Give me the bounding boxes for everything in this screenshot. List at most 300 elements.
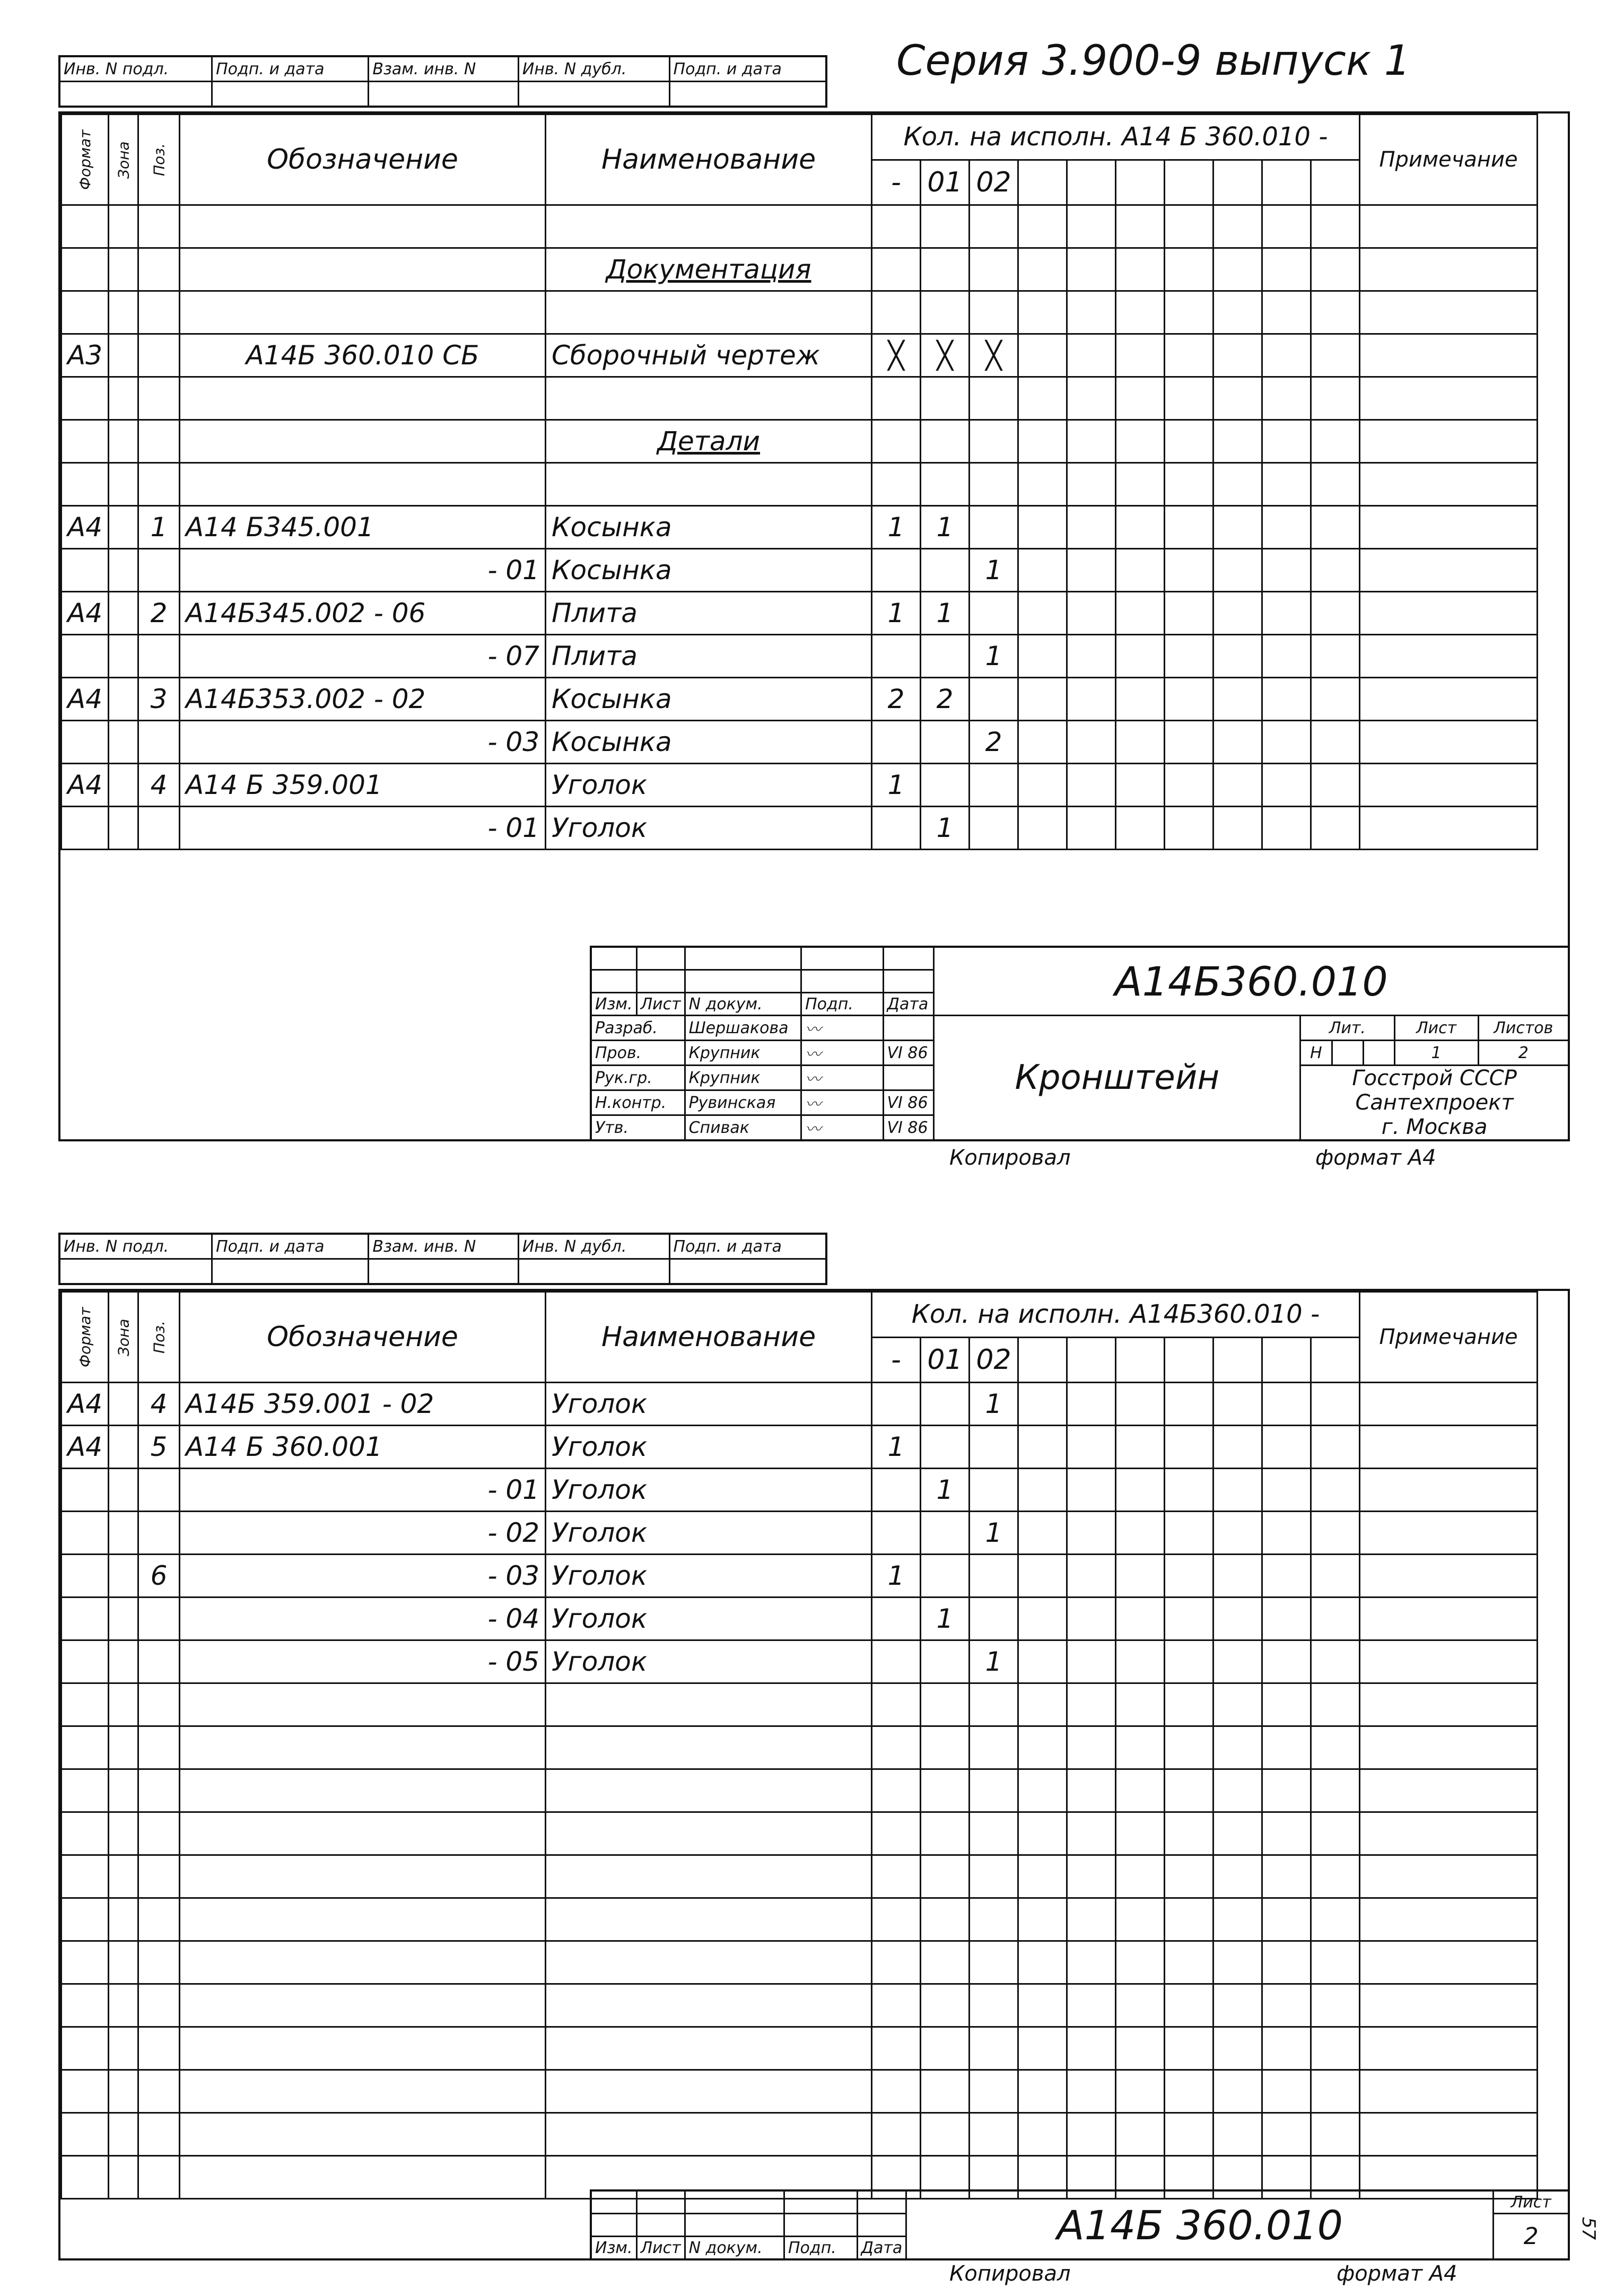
grid-cell xyxy=(546,1898,872,1941)
grid-cell xyxy=(180,1726,546,1769)
table-row xyxy=(62,1898,1538,1941)
grid-cell xyxy=(1165,635,1213,678)
row-qty-base: 1 xyxy=(872,506,921,549)
row-pos xyxy=(138,721,180,764)
grid-cell xyxy=(1360,2027,1538,2070)
grid-cell xyxy=(138,1941,180,1984)
grid-cell xyxy=(970,1898,1018,1941)
grid-cell xyxy=(1067,764,1116,807)
row-name: Уголок xyxy=(546,1598,872,1640)
grid-cell xyxy=(1262,807,1311,850)
grid-cell xyxy=(1360,248,1538,291)
grid-cell xyxy=(1165,1383,1213,1426)
grid-cell xyxy=(1262,2113,1311,2156)
grid-cell xyxy=(872,248,921,291)
grid-cell xyxy=(1165,2070,1213,2113)
grid-cell xyxy=(109,1769,138,1812)
grid-cell xyxy=(1067,1512,1116,1555)
table-row xyxy=(62,1640,1538,1683)
grid-cell xyxy=(546,1984,872,2027)
grid-cell xyxy=(1018,2027,1067,2070)
tb-role: Пров. xyxy=(591,1041,685,1066)
grid-cell xyxy=(1067,592,1116,635)
grid-cell xyxy=(1018,1941,1067,1984)
row-format xyxy=(62,1469,109,1512)
grid-cell xyxy=(1262,1640,1311,1683)
grid-cell xyxy=(138,2070,180,2113)
grid-cell xyxy=(872,1941,921,1984)
grid-cell xyxy=(1116,1812,1165,1855)
row-name: Сборочный чертеж xyxy=(546,334,872,377)
format-caption: формат А4 xyxy=(1315,1146,1436,1170)
table-row xyxy=(62,2070,1538,2113)
grid-cell xyxy=(109,463,138,506)
grid-cell xyxy=(1067,2027,1116,2070)
row-pos: 2 xyxy=(138,592,180,635)
table-row xyxy=(62,1984,1538,2027)
grid-cell xyxy=(1311,248,1360,291)
table-row xyxy=(62,334,1538,377)
grid-cell xyxy=(546,1683,872,1726)
grid-cell xyxy=(1067,1898,1116,1941)
grid-cell xyxy=(1360,1469,1538,1512)
sheet-value: 1 xyxy=(1394,1041,1478,1066)
grid-cell xyxy=(1360,2070,1538,2113)
grid-cell xyxy=(921,1683,970,1726)
grid-cell xyxy=(1360,1984,1538,2027)
table-row xyxy=(62,1812,1538,1855)
grid-cell xyxy=(1067,334,1116,377)
grid-cell xyxy=(109,1855,138,1898)
row-qty-02 xyxy=(970,592,1018,635)
grid-cell xyxy=(1116,506,1165,549)
row-format xyxy=(62,1598,109,1640)
grid-cell xyxy=(1311,2027,1360,2070)
grid-cell xyxy=(1311,592,1360,635)
row-name: Уголок xyxy=(546,1512,872,1555)
grid-cell xyxy=(180,420,546,463)
grid-cell xyxy=(138,248,180,291)
grid-cell xyxy=(1311,1426,1360,1469)
row-zone xyxy=(109,1512,138,1555)
grid-cell xyxy=(62,420,109,463)
grid-cell xyxy=(970,420,1018,463)
grid-cell xyxy=(1262,1512,1311,1555)
grid-cell xyxy=(1165,1941,1213,1984)
grid-cell xyxy=(546,377,872,420)
col-format: Формат xyxy=(62,115,109,205)
grid-cell xyxy=(1262,678,1311,721)
row-qty-01: 1 xyxy=(921,807,970,850)
doc-number: А14Б 360.010 xyxy=(906,2190,1494,2259)
tb-header: Подп. xyxy=(801,993,883,1016)
tb-role: Н.контр. xyxy=(591,1090,685,1115)
grid-cell xyxy=(138,205,180,248)
grid-cell xyxy=(1018,549,1067,592)
grid-cell xyxy=(1213,1598,1262,1640)
table-row xyxy=(62,1598,1538,1640)
row-format xyxy=(62,1640,109,1683)
row-qty-02 xyxy=(970,678,1018,721)
grid-cell xyxy=(970,1812,1018,1855)
table-row xyxy=(62,1512,1538,1555)
tb-role: Рук.гр. xyxy=(591,1066,685,1090)
grid-cell xyxy=(109,291,138,334)
grid-cell xyxy=(1067,807,1116,850)
grid-cell xyxy=(1165,506,1213,549)
grid-cell xyxy=(1165,807,1213,850)
grid-cell xyxy=(1165,291,1213,334)
grid-cell xyxy=(1165,1469,1213,1512)
grid-cell xyxy=(1311,1812,1360,1855)
grid-cell xyxy=(1213,1683,1262,1726)
grid-cell xyxy=(1165,1855,1213,1898)
row-designation: А14Б345.002 - 06 xyxy=(180,592,546,635)
grid-cell xyxy=(1213,1812,1262,1855)
row-qty-01: 1 xyxy=(921,1598,970,1640)
row-qty-base: 2 xyxy=(872,678,921,721)
grid-cell xyxy=(109,2156,138,2199)
grid-cell xyxy=(138,1769,180,1812)
grid-cell xyxy=(1018,377,1067,420)
grid-cell xyxy=(109,2027,138,2070)
tb-header: Дата xyxy=(883,993,934,1016)
row-name: Косынка xyxy=(546,506,872,549)
grid-cell xyxy=(1067,1383,1116,1426)
table-row xyxy=(62,2113,1538,2156)
row-name: Плита xyxy=(546,635,872,678)
row-qty-01 xyxy=(921,1512,970,1555)
table-row xyxy=(62,549,1538,592)
grid-cell xyxy=(1018,764,1067,807)
archive-stamp xyxy=(58,1233,827,1285)
grid-cell xyxy=(1018,1512,1067,1555)
grid-cell xyxy=(546,2027,872,2070)
grid-cell xyxy=(1213,1726,1262,1769)
grid-cell xyxy=(1262,334,1311,377)
row-pos: 4 xyxy=(138,1383,180,1426)
col-zone: Зона xyxy=(109,1292,138,1383)
row-zone xyxy=(109,635,138,678)
grid-cell xyxy=(180,377,546,420)
stamp-label: Инв. N дубл. xyxy=(518,1234,669,1259)
format-caption: формат А4 xyxy=(1337,2262,1457,2286)
row-format: А4 xyxy=(62,764,109,807)
grid-cell xyxy=(1360,1898,1538,1941)
row-zone xyxy=(109,1426,138,1469)
table-row xyxy=(62,1683,1538,1726)
row-zone xyxy=(109,1640,138,1683)
grid-cell xyxy=(109,1898,138,1941)
grid-cell xyxy=(1311,635,1360,678)
grid-cell xyxy=(872,420,921,463)
grid-cell xyxy=(1116,1469,1165,1512)
table-row xyxy=(62,721,1538,764)
tb-header: Лист xyxy=(636,993,685,1016)
grid-cell xyxy=(1262,1812,1311,1855)
row-qty-base xyxy=(872,721,921,764)
grid-cell xyxy=(872,1683,921,1726)
grid-cell xyxy=(1165,1898,1213,1941)
grid-cell xyxy=(1116,1555,1165,1598)
row-qty-02 xyxy=(970,1426,1018,1469)
grid-cell xyxy=(1360,1640,1538,1683)
grid-cell xyxy=(1311,549,1360,592)
grid-cell xyxy=(1311,506,1360,549)
grid-cell xyxy=(138,463,180,506)
row-qty-01: 1 xyxy=(921,1469,970,1512)
grid-cell xyxy=(872,463,921,506)
grid-cell xyxy=(1262,2070,1311,2113)
grid-cell xyxy=(1213,549,1262,592)
tb-role: Утв. xyxy=(591,1115,685,1141)
grid-cell xyxy=(1311,334,1360,377)
row-format: А4 xyxy=(62,678,109,721)
col-designation: Обозначение xyxy=(180,1292,546,1383)
table-row xyxy=(62,1941,1538,1984)
row-qty-01: 1 xyxy=(921,506,970,549)
grid-cell xyxy=(1262,1898,1311,1941)
grid-cell xyxy=(1213,1469,1262,1512)
grid-cell xyxy=(109,248,138,291)
organization xyxy=(1300,1066,1569,1141)
col-note: Примечание xyxy=(1360,1292,1538,1383)
series-header: Серия 3.900-9 выпуск 1 xyxy=(896,37,1411,85)
grid-cell xyxy=(1262,2027,1311,2070)
table-row xyxy=(62,764,1538,807)
table-row xyxy=(62,592,1538,635)
row-qty-01: 2 xyxy=(921,678,970,721)
grid-cell xyxy=(1213,807,1262,850)
tb-header: Изм. xyxy=(591,993,636,1016)
grid-cell xyxy=(546,205,872,248)
grid-cell xyxy=(1360,1598,1538,1640)
table-row xyxy=(62,635,1538,678)
grid-cell xyxy=(180,2070,546,2113)
grid-cell xyxy=(62,1726,109,1769)
tb-date: VI 86 xyxy=(883,1041,934,1066)
grid-cell xyxy=(1067,291,1116,334)
row-pos xyxy=(138,635,180,678)
spec-table xyxy=(60,114,1538,850)
title-block xyxy=(590,946,1570,1141)
grid-cell xyxy=(109,1984,138,2027)
archive-stamp xyxy=(58,55,827,108)
grid-cell xyxy=(138,1898,180,1941)
grid-cell xyxy=(62,1898,109,1941)
grid-cell xyxy=(546,291,872,334)
row-format: А3 xyxy=(62,334,109,377)
section-heading: Документация xyxy=(546,248,872,291)
row-qty-base: 1 xyxy=(872,1555,921,1598)
grid-cell xyxy=(1311,807,1360,850)
grid-cell xyxy=(1165,420,1213,463)
col-qty-01: 01 xyxy=(921,1337,970,1383)
table-row xyxy=(62,248,1538,291)
grid-cell xyxy=(1311,1598,1360,1640)
grid-cell xyxy=(62,1769,109,1812)
col-qty-header: Кол. на исполн. А14 Б 360.010 - xyxy=(872,115,1360,160)
grid-cell xyxy=(1262,1555,1311,1598)
grid-cell xyxy=(62,2027,109,2070)
grid-cell xyxy=(1067,506,1116,549)
grid-cell xyxy=(872,2070,921,2113)
grid-cell xyxy=(180,248,546,291)
grid-cell xyxy=(1360,1769,1538,1812)
grid-cell xyxy=(872,1726,921,1769)
stamp-label: Взам. инв. N xyxy=(369,56,519,82)
grid-cell xyxy=(1165,1726,1213,1769)
cross-mark: ╳ xyxy=(872,334,921,377)
sheet-value: 2 xyxy=(1494,2214,1569,2260)
grid-cell xyxy=(1165,377,1213,420)
grid-cell xyxy=(1018,291,1067,334)
row-qty-01 xyxy=(921,635,970,678)
grid-cell xyxy=(138,2027,180,2070)
grid-cell xyxy=(62,377,109,420)
grid-cell xyxy=(1116,678,1165,721)
grid-cell xyxy=(970,463,1018,506)
tb-header: Подп. xyxy=(784,2237,858,2260)
grid-cell xyxy=(1116,635,1165,678)
grid-cell xyxy=(1018,678,1067,721)
org-line: Сантехпроект xyxy=(1355,1090,1514,1115)
grid-cell xyxy=(138,420,180,463)
table-row xyxy=(62,1855,1538,1898)
grid-cell xyxy=(1213,1555,1262,1598)
grid-cell xyxy=(546,2070,872,2113)
grid-cell xyxy=(970,1769,1018,1812)
grid-cell xyxy=(1165,2027,1213,2070)
grid-cell xyxy=(1311,420,1360,463)
grid-cell xyxy=(1067,2113,1116,2156)
grid-cell xyxy=(1213,678,1262,721)
grid-cell xyxy=(138,1855,180,1898)
grid-cell xyxy=(970,1941,1018,1984)
grid-cell xyxy=(1311,1512,1360,1555)
grid-cell xyxy=(180,1812,546,1855)
tb-sign: 〰 xyxy=(801,1090,883,1115)
grid-cell xyxy=(1116,291,1165,334)
grid-cell xyxy=(1311,1769,1360,1812)
table-row xyxy=(62,1555,1538,1598)
grid-cell xyxy=(1165,2113,1213,2156)
copied-caption: Копировал xyxy=(949,1146,1071,1170)
grid-cell xyxy=(1165,248,1213,291)
grid-cell xyxy=(1213,1898,1262,1941)
sheet-2 xyxy=(58,1237,1570,2260)
col-pos: Поз. xyxy=(138,115,180,205)
grid-cell xyxy=(872,1812,921,1855)
grid-cell xyxy=(1067,1855,1116,1898)
grid-cell xyxy=(1262,1941,1311,1984)
grid-cell xyxy=(138,1726,180,1769)
table-row xyxy=(62,1769,1538,1812)
grid-cell xyxy=(1213,1512,1262,1555)
row-zone xyxy=(109,334,138,377)
grid-cell xyxy=(180,2156,546,2199)
grid-cell xyxy=(872,1769,921,1812)
row-pos: 5 xyxy=(138,1426,180,1469)
tb-date xyxy=(883,1066,934,1090)
grid-cell xyxy=(1360,1512,1538,1555)
grid-cell xyxy=(62,463,109,506)
stamp-label: Подп. и дата xyxy=(669,1234,826,1259)
grid-cell xyxy=(1067,2070,1116,2113)
grid-cell xyxy=(180,1855,546,1898)
grid-cell xyxy=(1213,1426,1262,1469)
grid-cell xyxy=(180,463,546,506)
grid-cell xyxy=(921,420,970,463)
grid-cell xyxy=(1311,463,1360,506)
grid-cell xyxy=(62,291,109,334)
grid-cell xyxy=(1018,420,1067,463)
grid-cell xyxy=(1262,1598,1311,1640)
grid-cell xyxy=(1213,635,1262,678)
row-qty-01 xyxy=(921,1426,970,1469)
table-row xyxy=(62,205,1538,248)
grid-cell xyxy=(970,2113,1018,2156)
row-designation: - 07 xyxy=(180,635,546,678)
grid-cell xyxy=(180,1683,546,1726)
table-row xyxy=(62,1383,1538,1426)
grid-cell xyxy=(1213,291,1262,334)
grid-cell xyxy=(138,2113,180,2156)
grid-cell xyxy=(1360,463,1538,506)
row-pos xyxy=(138,1469,180,1512)
row-qty-01 xyxy=(921,1640,970,1683)
row-name: Уголок xyxy=(546,1555,872,1598)
tb-header: Дата xyxy=(857,2237,906,2260)
row-qty-01: 1 xyxy=(921,592,970,635)
grid-cell xyxy=(1262,1769,1311,1812)
grid-cell xyxy=(1116,549,1165,592)
sheet-label: Лист xyxy=(1394,1016,1478,1041)
row-designation: А14Б 360.010 СБ xyxy=(180,334,546,377)
tb-date: VI 86 xyxy=(883,1090,934,1115)
grid-cell xyxy=(1213,2070,1262,2113)
col-qty-header: Кол. на исполн. А14Б360.010 - xyxy=(872,1292,1360,1338)
grid-cell xyxy=(1018,205,1067,248)
grid-cell xyxy=(546,1941,872,1984)
sheets-value: 2 xyxy=(1478,1041,1569,1066)
section-heading: Детали xyxy=(546,420,872,463)
grid-cell xyxy=(1116,2113,1165,2156)
grid-cell xyxy=(1116,1855,1165,1898)
grid-cell xyxy=(1262,1383,1311,1426)
row-qty-02 xyxy=(970,764,1018,807)
col-note: Примечание xyxy=(1360,115,1538,205)
grid-cell xyxy=(1311,678,1360,721)
grid-cell xyxy=(970,377,1018,420)
row-format xyxy=(62,549,109,592)
grid-cell xyxy=(109,1683,138,1726)
sheet-label: Лист xyxy=(1494,2190,1569,2214)
grid-cell xyxy=(970,1984,1018,2027)
grid-cell xyxy=(1311,1855,1360,1898)
row-name: Косынка xyxy=(546,721,872,764)
grid-cell xyxy=(1311,1683,1360,1726)
row-zone xyxy=(109,1383,138,1426)
row-name: Плита xyxy=(546,592,872,635)
row-designation: А14 Б 360.001 xyxy=(180,1426,546,1469)
grid-cell xyxy=(1360,635,1538,678)
grid-cell xyxy=(1311,377,1360,420)
grid-cell xyxy=(138,291,180,334)
stamp-label: Инв. N подл. xyxy=(59,56,212,82)
grid-cell xyxy=(1360,1683,1538,1726)
grid-cell xyxy=(872,291,921,334)
